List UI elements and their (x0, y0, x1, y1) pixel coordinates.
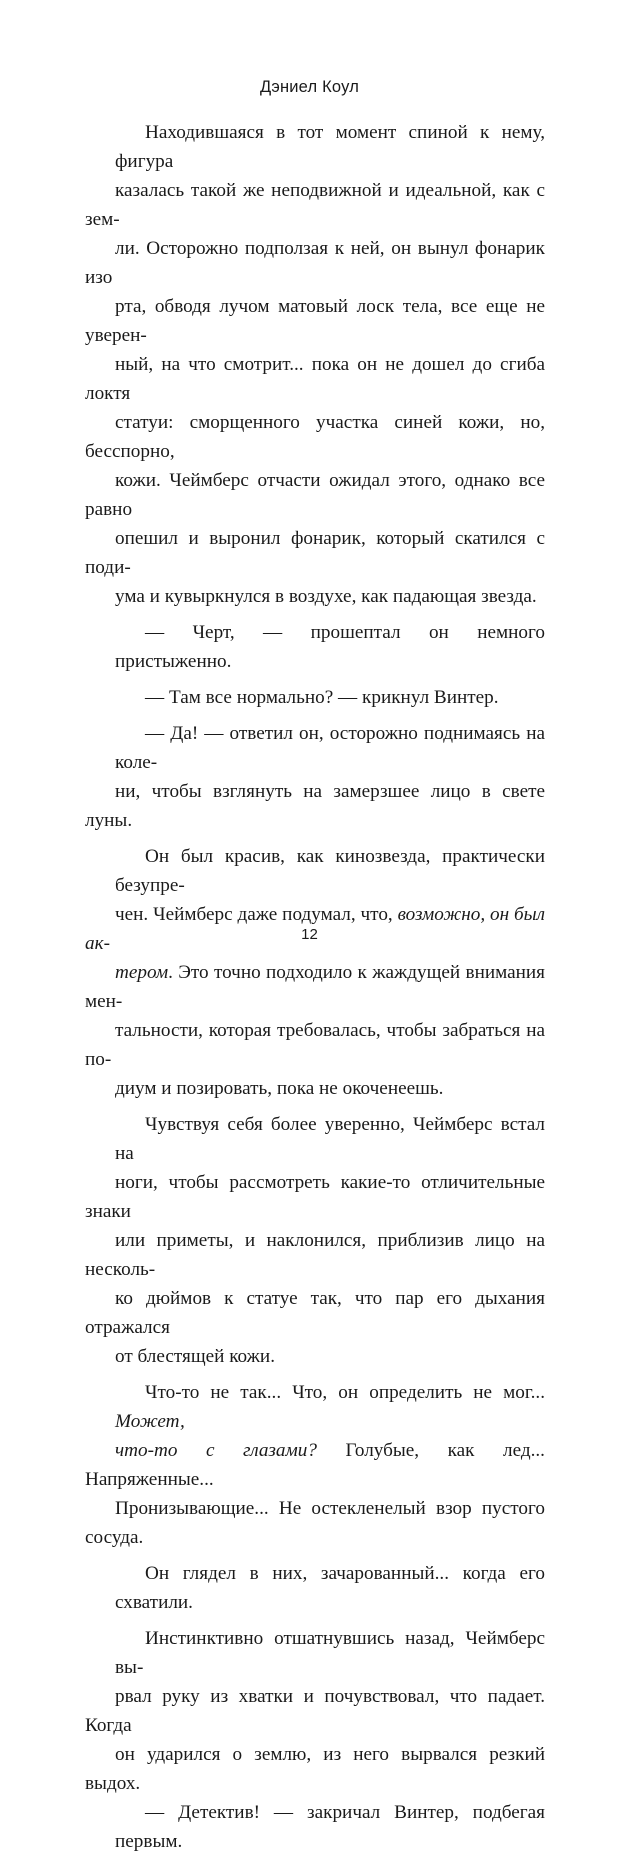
page-number: 12 (301, 926, 318, 943)
text-line: — Там все нормально? — крикнул Винтер. (145, 687, 499, 708)
paragraph-4 (85, 719, 545, 835)
italic-run: Может, (115, 1411, 185, 1432)
paragraph-10 (85, 1798, 545, 1856)
text-line: Он глядел в них, зачарованный... когда его схватили. (115, 1563, 545, 1613)
paragraph-7 (85, 1378, 545, 1552)
text-line (85, 1436, 545, 1494)
running-head: Дэниел Коул (259, 78, 360, 96)
text-line: ли. Осторожно подползая к ней, он вынул фонарик изо (85, 238, 545, 288)
text-line: Он был красив, как кинозвезда, практически безупре- (115, 846, 545, 896)
text-line: ума и кувыркнулся в воздухе, как падающая звезда. (115, 586, 537, 607)
text-line: рта, обводя лучом матовый лоск тела, все еще не уверен- (85, 296, 545, 346)
text-line: Инстинктивно отшатнувшись назад, Чеймберс вы- (115, 1628, 545, 1678)
text-line (85, 1378, 545, 1436)
text-line: Находившаяся в тот момент спиной к нему, фигура (115, 122, 545, 172)
paragraph-8 (85, 1559, 545, 1617)
paragraph-1 (85, 118, 545, 611)
italic-run: тером (115, 962, 169, 983)
text-line: — Детектив! — закричал Винтер, подбегая первым. (115, 1802, 545, 1852)
paragraph-6 (85, 1110, 545, 1371)
text-line: Чувствуя себя более уверенно, Чеймберс встал на (115, 1114, 545, 1164)
text-line: статуи: сморщенного участка синей кожи, но, бесспорно, (85, 412, 545, 462)
body-text (85, 118, 545, 1856)
paragraph-2 (85, 618, 545, 676)
text-line: — Черт, — прошептал он немного пристыженно. (115, 622, 545, 672)
text-line: ни, чтобы взглянуть на замерзшее лицо в свете луны. (85, 781, 545, 831)
text-run: Голубые, как лед... Напряженные... (85, 1440, 545, 1490)
text-line: казалась такой же неподвижной и идеальной, как с зем- (85, 180, 545, 230)
text-run: Что-то не так... Что, он определить не мог... (145, 1382, 545, 1403)
text-line: ноги, чтобы рассмотреть какие-то отличительные знаки (85, 1172, 545, 1222)
text-line: от блестящей кожи. (115, 1346, 275, 1367)
text-line: Пронизывающие... Не остекленелый взор пустого сосуда. (85, 1498, 545, 1548)
text-line: рвал руку из хватки и почувствовал, что падает. Когда (85, 1686, 545, 1736)
text-line: — Да! — ответил он, осторожно поднимаясь на коле- (115, 723, 545, 773)
italic-run: что-то с глазами? (115, 1440, 317, 1461)
text-line: или приметы, и наклонился, приблизив лицо на несколь- (85, 1230, 545, 1280)
text-line (85, 958, 545, 1016)
text-run: . Это точно подходило к жаждущей внимания мен- (85, 962, 545, 1012)
text-line: кожи. Чеймберс отчасти ожидал этого, однако все равно (85, 470, 545, 520)
text-line: он ударился о землю, из него вырвался резкий выдох. (85, 1744, 545, 1794)
italic-run: возможно, он был ак- (85, 904, 546, 954)
text-line: ко дюймов к статуе так, что пар его дыхания отражался (85, 1288, 545, 1338)
paragraph-9 (85, 1624, 545, 1798)
text-line: тальности, которая требовалась, чтобы забраться на по- (85, 1020, 545, 1070)
paragraph-3 (85, 683, 545, 712)
text-line: ный, на что смотрит... пока он не дошел до сгиба локтя (85, 354, 545, 404)
text-line: опешил и выронил фонарик, который скатился с поди- (85, 528, 545, 578)
text-line: диум и позировать, пока не окоченеешь. (115, 1078, 444, 1099)
text-run: чен. Чеймберс даже подумал, что, (115, 904, 398, 925)
paragraph-5 (85, 842, 545, 1103)
